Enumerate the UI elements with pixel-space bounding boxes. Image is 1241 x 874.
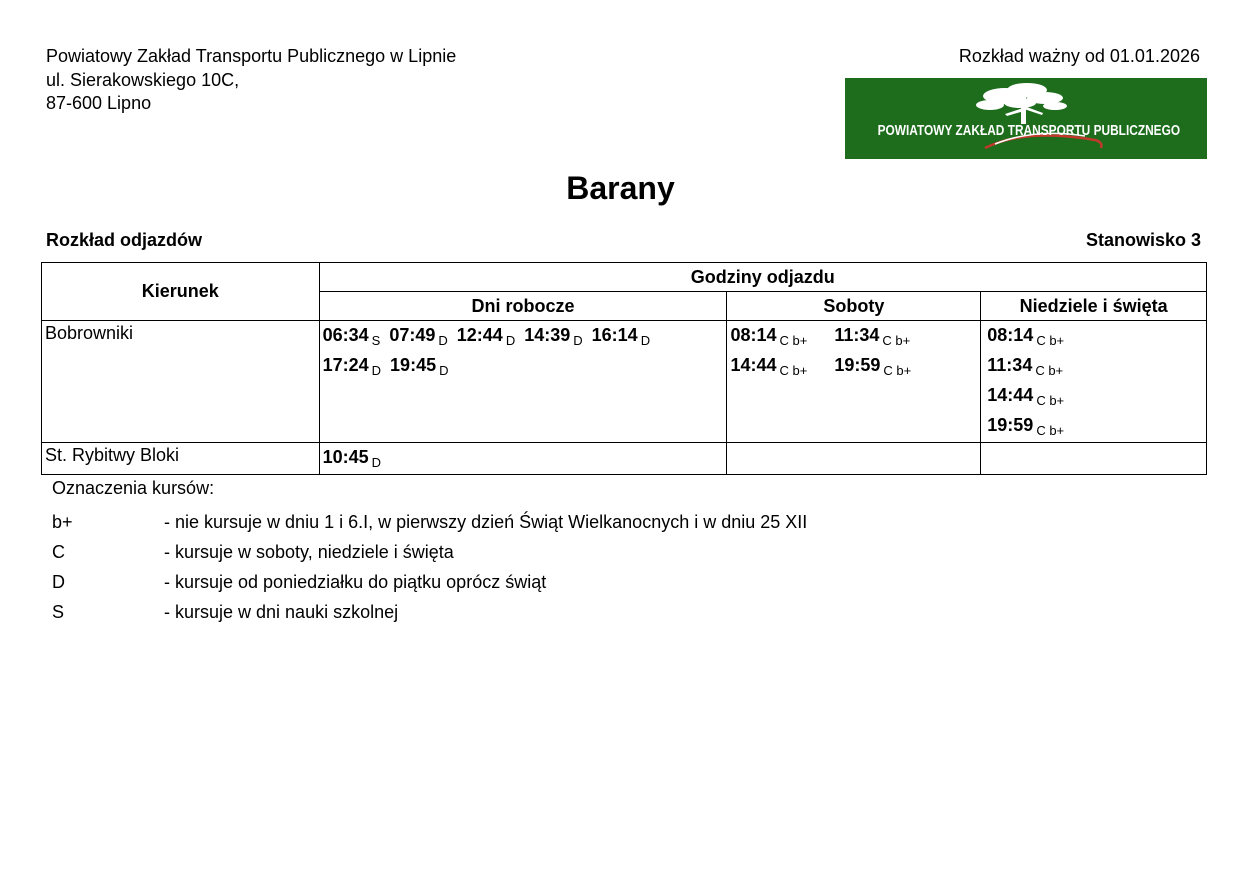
departure xyxy=(834,352,911,380)
departure xyxy=(457,322,515,350)
departure-time: 11:34 xyxy=(834,325,880,345)
logo-text: POWIATOWY ZAKŁAD TRANSPORTU PUBLICZNEGO xyxy=(877,123,1181,139)
legend-item xyxy=(52,537,807,567)
saturdays-cell xyxy=(727,321,981,443)
sundays-cell xyxy=(981,443,1207,475)
legend-item xyxy=(52,597,807,627)
departure-mark: D xyxy=(505,333,516,348)
departure-mark: D xyxy=(371,455,382,470)
departure-mark: C b+ xyxy=(1036,393,1065,408)
legend-code: C xyxy=(52,542,65,562)
table-row xyxy=(42,443,1207,475)
departure-time: 06:34 xyxy=(322,325,369,345)
legend xyxy=(52,477,807,627)
departure-time: 19:59 xyxy=(987,415,1034,435)
valid-from: Rozkład ważny od 01.01.2026 xyxy=(958,46,1200,66)
operator-address xyxy=(46,45,456,116)
direction-cell: St. Rybitwy Bloki xyxy=(42,443,320,475)
departure-time: 16:14 xyxy=(591,325,638,345)
departure-mark: D xyxy=(371,363,382,378)
departure-time: 12:44 xyxy=(456,325,503,345)
legend-code: D xyxy=(52,572,65,592)
departure-mark: D xyxy=(438,333,448,348)
tree-logo-icon xyxy=(845,78,1207,159)
departure-mark: C b+ xyxy=(779,363,808,378)
departure xyxy=(323,352,381,380)
departure-line xyxy=(987,382,1206,412)
sundays-cell xyxy=(981,321,1207,443)
legend-item xyxy=(52,507,807,537)
departure-line xyxy=(987,322,1206,352)
departure-line xyxy=(987,412,1206,442)
departure xyxy=(987,382,1064,410)
departure-time: 08:14 xyxy=(730,325,777,345)
departure-line xyxy=(323,322,727,352)
departure-mark: C b+ xyxy=(779,333,808,348)
departure-time: 07:49 xyxy=(389,325,436,345)
departure-time: 19:45 xyxy=(390,355,437,375)
table-row xyxy=(42,321,1207,443)
departure-time: 14:39 xyxy=(524,325,571,345)
departure xyxy=(592,322,650,350)
departure-line xyxy=(323,352,727,382)
workdays-cell xyxy=(319,321,727,443)
workdays-cell xyxy=(319,443,727,475)
departure xyxy=(730,322,807,350)
departure-mark: D xyxy=(439,363,449,378)
departure xyxy=(834,322,910,350)
header-row xyxy=(42,263,1207,292)
departure xyxy=(987,322,1064,350)
departure-time: 10:45 xyxy=(322,447,369,467)
operator-logo xyxy=(845,78,1207,159)
departure xyxy=(987,352,1063,380)
departure-line xyxy=(987,352,1206,382)
saturdays-cell xyxy=(727,443,981,475)
legend-code: b+ xyxy=(52,512,73,532)
departure-mark: C b+ xyxy=(883,363,912,378)
departure xyxy=(389,322,447,350)
legend-text: - kursuje w dni nauki szkolnej xyxy=(164,602,399,622)
departure-mark: D xyxy=(640,333,651,348)
departure xyxy=(524,322,582,350)
departure-mark: C b+ xyxy=(1036,333,1065,348)
departure-time: 14:44 xyxy=(730,355,777,375)
departure xyxy=(730,352,807,380)
legend-text: - kursuje w soboty, niedziele i święta xyxy=(164,542,454,562)
legend-code: S xyxy=(52,602,65,622)
departure xyxy=(323,322,381,350)
operator-street: ul. Sierakowskiego 10C, xyxy=(46,69,240,90)
departure-mark: C b+ xyxy=(882,333,911,348)
sundays-header: Niedziele i święta xyxy=(981,292,1207,321)
timetable xyxy=(41,262,1207,475)
direction-header: Kierunek xyxy=(42,263,320,321)
direction-cell: Bobrowniki xyxy=(42,321,320,443)
legend-item xyxy=(52,567,807,597)
departure-line xyxy=(730,322,980,352)
departures-header: Godziny odjazdu xyxy=(319,263,1206,292)
timetable-label: Rozkład odjazdów xyxy=(46,230,203,250)
departure-line xyxy=(323,444,727,474)
departure-line xyxy=(730,352,980,382)
departure-time: 14:44 xyxy=(987,385,1034,405)
legend-text: - nie kursuje w dniu 1 i 6.I, w pierwszy dzień Świąt Wielkanocnych i w dniu 25 XII xyxy=(164,512,808,532)
departure-mark: C b+ xyxy=(1036,423,1065,438)
departure-time: 17:24 xyxy=(322,355,369,375)
departure-mark: C b+ xyxy=(1035,363,1064,378)
bay-number: Stanowisko 3 xyxy=(1085,230,1201,250)
departure-mark: S xyxy=(371,333,381,348)
departure-time: 19:59 xyxy=(834,355,881,375)
departure-mark: D xyxy=(573,333,583,348)
departure xyxy=(390,352,448,380)
legend-text: - kursuje od poniedziałku do piątku oprócz świąt xyxy=(164,572,547,592)
legend-title: Oznaczenia kursów: xyxy=(52,478,215,498)
departure xyxy=(323,444,381,472)
saturdays-header: Soboty xyxy=(727,292,981,321)
operator-name: Powiatowy Zakład Transportu Publicznego w Lipnie xyxy=(46,46,457,66)
departure xyxy=(987,412,1064,440)
stop-name: Barany xyxy=(566,170,675,206)
operator-city: 87-600 Lipno xyxy=(46,93,152,113)
workdays-header: Dni robocze xyxy=(319,292,727,321)
departure-time: 11:34 xyxy=(987,355,1033,375)
departure-time: 08:14 xyxy=(987,325,1034,345)
